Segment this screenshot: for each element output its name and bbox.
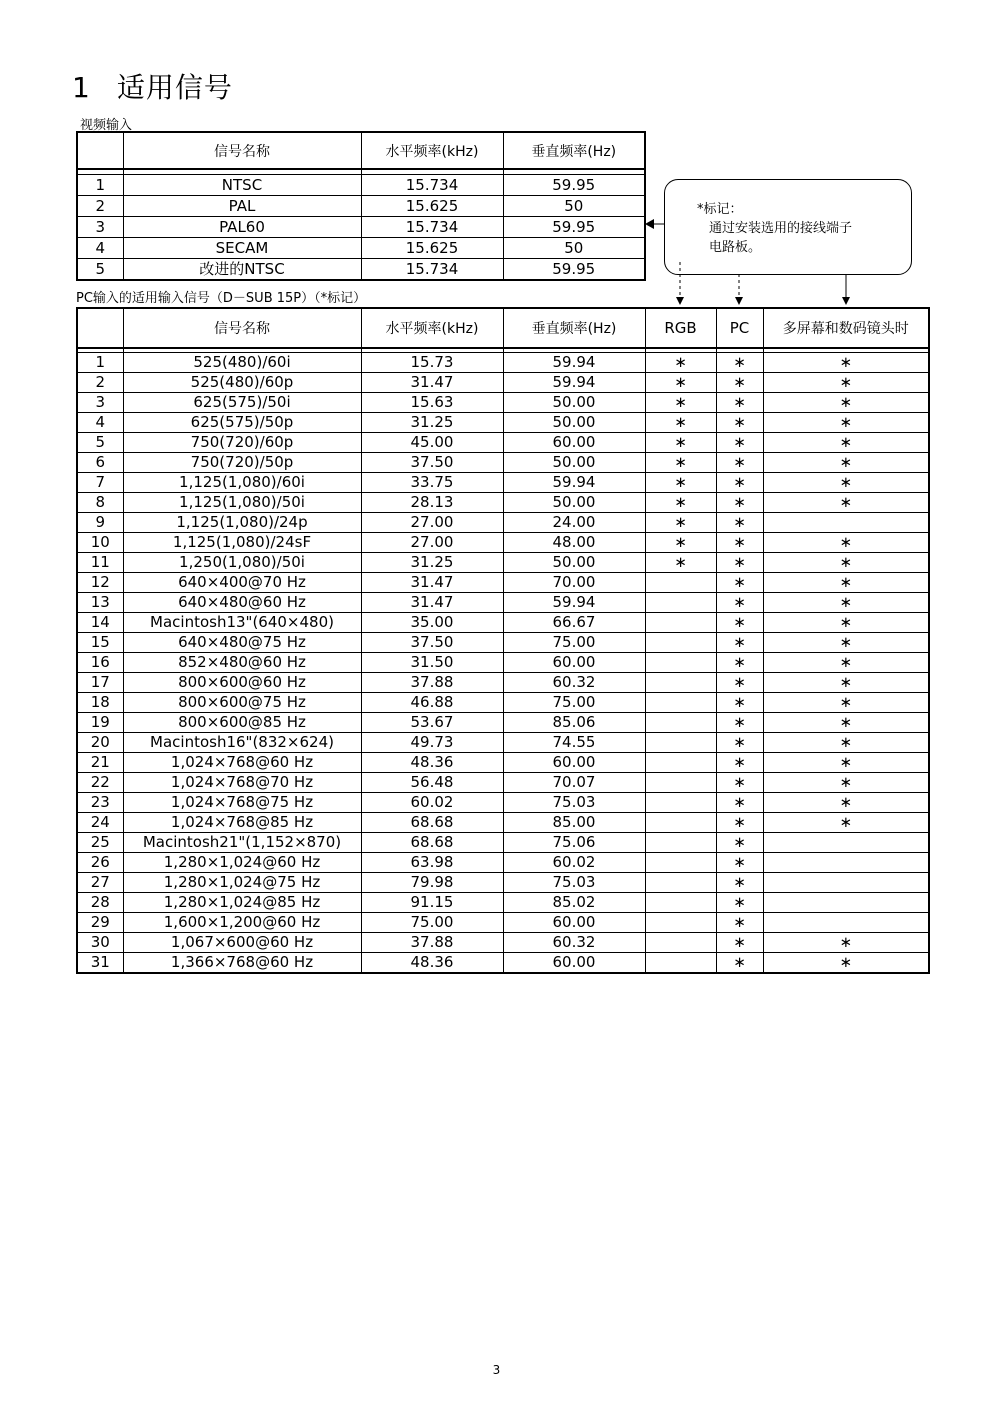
- cell-v-freq: 50.00: [503, 413, 645, 433]
- cell-multiscreen: ∗: [763, 953, 929, 974]
- cell-h-freq: 37.50: [361, 633, 503, 653]
- cell-pc: ∗: [716, 773, 763, 793]
- cell-signal-name: 852×480@60 Hz: [123, 653, 361, 673]
- cell-h-freq: 15.734: [361, 259, 503, 281]
- cell-h-freq: 15.734: [361, 175, 503, 196]
- cell-multiscreen: ∗: [763, 353, 929, 373]
- cell-signal-name: 1,125(1,080)/24sF: [123, 533, 361, 553]
- cell-v-freq: 75.06: [503, 833, 645, 853]
- cell-index: 1: [77, 175, 123, 196]
- cell-h-freq: 15.625: [361, 196, 503, 217]
- cell-index: 8: [77, 493, 123, 513]
- cell-h-freq: 15.734: [361, 217, 503, 238]
- cell-v-freq: 59.94: [503, 353, 645, 373]
- cell-rgb: [645, 773, 716, 793]
- cell-signal-name: Macintosh13"(640×480): [123, 613, 361, 633]
- cell-h-freq: 27.00: [361, 533, 503, 553]
- cell-index: 23: [77, 793, 123, 813]
- cell-pc: ∗: [716, 433, 763, 453]
- cell-signal-name: 1,125(1,080)/60i: [123, 473, 361, 493]
- cell-pc: ∗: [716, 633, 763, 653]
- cell-index: 4: [77, 238, 123, 259]
- header-signal-name: 信号名称: [123, 132, 361, 169]
- cell-v-freq: 60.02: [503, 853, 645, 873]
- table-row: [77, 653, 929, 673]
- cell-h-freq: 33.75: [361, 473, 503, 493]
- cell-signal-name: 1,125(1,080)/24p: [123, 513, 361, 533]
- header-v-freq: 垂直频率(Hz): [503, 308, 645, 348]
- cell-v-freq: 59.94: [503, 593, 645, 613]
- cell-v-freq: 48.00: [503, 533, 645, 553]
- arrow-head-pc: [735, 297, 743, 305]
- cell-multiscreen: ∗: [763, 433, 929, 453]
- cell-index: 6: [77, 453, 123, 473]
- cell-signal-name: PAL: [123, 196, 361, 217]
- cell-pc: ∗: [716, 413, 763, 433]
- table-row: [77, 413, 929, 433]
- cell-rgb: [645, 713, 716, 733]
- cell-index: 7: [77, 473, 123, 493]
- cell-index: 17: [77, 673, 123, 693]
- cell-h-freq: 31.25: [361, 553, 503, 573]
- cell-rgb: ∗: [645, 373, 716, 393]
- cell-rgb: [645, 753, 716, 773]
- cell-index: 5: [77, 433, 123, 453]
- cell-v-freq: 60.00: [503, 913, 645, 933]
- cell-multiscreen: [763, 873, 929, 893]
- table-row: [77, 353, 929, 373]
- cell-signal-name: 1,024×768@60 Hz: [123, 753, 361, 773]
- cell-index: 18: [77, 693, 123, 713]
- cell-index: 22: [77, 773, 123, 793]
- cell-signal-name: 1,024×768@75 Hz: [123, 793, 361, 813]
- cell-rgb: ∗: [645, 533, 716, 553]
- cell-pc: ∗: [716, 353, 763, 373]
- cell-v-freq: 59.95: [503, 259, 645, 281]
- table-row: [77, 893, 929, 913]
- cell-rgb: [645, 613, 716, 633]
- cell-index: 19: [77, 713, 123, 733]
- cell-signal-name: 1,600×1,200@60 Hz: [123, 913, 361, 933]
- cell-multiscreen: ∗: [763, 753, 929, 773]
- cell-v-freq: 60.00: [503, 653, 645, 673]
- cell-index: 25: [77, 833, 123, 853]
- cell-pc: ∗: [716, 453, 763, 473]
- table-row: [77, 633, 929, 653]
- cell-multiscreen: ∗: [763, 593, 929, 613]
- cell-h-freq: 28.13: [361, 493, 503, 513]
- section-title: 适用信号: [116, 71, 233, 104]
- cell-pc: ∗: [716, 673, 763, 693]
- cell-v-freq: 59.94: [503, 473, 645, 493]
- cell-pc: ∗: [716, 573, 763, 593]
- pc-input-table: [76, 307, 930, 974]
- table-row: [77, 393, 929, 413]
- cell-rgb: ∗: [645, 393, 716, 413]
- cell-h-freq: 68.68: [361, 813, 503, 833]
- cell-rgb: [645, 793, 716, 813]
- cell-pc: ∗: [716, 553, 763, 573]
- cell-pc: ∗: [716, 393, 763, 413]
- cell-rgb: ∗: [645, 453, 716, 473]
- cell-index: 3: [77, 217, 123, 238]
- table-row: [77, 853, 929, 873]
- cell-signal-name: 750(720)/60p: [123, 433, 361, 453]
- cell-rgb: ∗: [645, 513, 716, 533]
- table-row: [77, 793, 929, 813]
- cell-multiscreen: ∗: [763, 393, 929, 413]
- cell-multiscreen: ∗: [763, 413, 929, 433]
- cell-signal-name: PAL60: [123, 217, 361, 238]
- arrow-head-left: [645, 219, 654, 229]
- cell-signal-name: 800×600@75 Hz: [123, 693, 361, 713]
- cell-rgb: [645, 653, 716, 673]
- cell-index: 9: [77, 513, 123, 533]
- header-v-freq: 垂直频率(Hz): [503, 132, 645, 169]
- cell-h-freq: 60.02: [361, 793, 503, 813]
- table-row: [77, 873, 929, 893]
- cell-index: 12: [77, 573, 123, 593]
- cell-signal-name: 1,024×768@70 Hz: [123, 773, 361, 793]
- cell-signal-name: 625(575)/50p: [123, 413, 361, 433]
- cell-pc: ∗: [716, 893, 763, 913]
- table-row: [77, 453, 929, 473]
- cell-pc: ∗: [716, 713, 763, 733]
- table-row: [77, 713, 929, 733]
- cell-v-freq: 50.00: [503, 553, 645, 573]
- cell-index: 2: [77, 373, 123, 393]
- cell-signal-name: 800×600@60 Hz: [123, 673, 361, 693]
- callout-line-2: 通过安装选用的接线端子: [709, 221, 853, 236]
- cell-multiscreen: ∗: [763, 733, 929, 753]
- cell-v-freq: 59.94: [503, 373, 645, 393]
- cell-rgb: [645, 913, 716, 933]
- cell-rgb: [645, 813, 716, 833]
- cell-rgb: [645, 893, 716, 913]
- cell-v-freq: 50.00: [503, 493, 645, 513]
- cell-v-freq: 74.55: [503, 733, 645, 753]
- cell-signal-name: 1,024×768@85 Hz: [123, 813, 361, 833]
- cell-h-freq: 79.98: [361, 873, 503, 893]
- cell-pc: ∗: [716, 613, 763, 633]
- cell-signal-name: NTSC: [123, 175, 361, 196]
- cell-v-freq: 59.95: [503, 175, 645, 196]
- cell-index: 3: [77, 393, 123, 413]
- cell-h-freq: 48.36: [361, 753, 503, 773]
- cell-h-freq: 46.88: [361, 693, 503, 713]
- cell-signal-name: 1,366×768@60 Hz: [123, 953, 361, 974]
- cell-index: 5: [77, 259, 123, 281]
- cell-h-freq: 53.67: [361, 713, 503, 733]
- table-row: [77, 373, 929, 393]
- cell-index: 21: [77, 753, 123, 773]
- cell-pc: ∗: [716, 533, 763, 553]
- cell-multiscreen: [763, 853, 929, 873]
- cell-h-freq: 31.50: [361, 653, 503, 673]
- table-row: [77, 473, 929, 493]
- cell-pc: ∗: [716, 913, 763, 933]
- cell-v-freq: 59.95: [503, 217, 645, 238]
- table-row: [77, 613, 929, 633]
- cell-signal-name: 1,125(1,080)/50i: [123, 493, 361, 513]
- cell-index: 10: [77, 533, 123, 553]
- cell-pc: ∗: [716, 813, 763, 833]
- table-row: [77, 813, 929, 833]
- cell-signal-name: 640×400@70 Hz: [123, 573, 361, 593]
- cell-multiscreen: ∗: [763, 693, 929, 713]
- header-multiscreen: 多屏幕和数码镜头时: [763, 308, 929, 348]
- cell-multiscreen: ∗: [763, 713, 929, 733]
- cell-signal-name: 625(575)/50i: [123, 393, 361, 413]
- cell-multiscreen: ∗: [763, 793, 929, 813]
- cell-multiscreen: ∗: [763, 553, 929, 573]
- cell-v-freq: 60.32: [503, 673, 645, 693]
- cell-h-freq: 91.15: [361, 893, 503, 913]
- cell-pc: ∗: [716, 953, 763, 974]
- cell-rgb: [645, 833, 716, 853]
- cell-signal-name: 改进的NTSC: [123, 259, 361, 281]
- table-row: [77, 913, 929, 933]
- cell-multiscreen: ∗: [763, 673, 929, 693]
- cell-h-freq: 31.47: [361, 373, 503, 393]
- table-header-row: [77, 308, 929, 348]
- callout-line-1: *标记：: [697, 202, 743, 217]
- cell-index: 27: [77, 873, 123, 893]
- cell-pc: ∗: [716, 753, 763, 773]
- cell-multiscreen: [763, 913, 929, 933]
- cell-v-freq: 75.00: [503, 693, 645, 713]
- table-row: [77, 593, 929, 613]
- arrow-head-multiscreen: [842, 297, 850, 305]
- cell-signal-name: 800×600@85 Hz: [123, 713, 361, 733]
- cell-rgb: ∗: [645, 353, 716, 373]
- cell-v-freq: 50.00: [503, 453, 645, 473]
- cell-v-freq: 85.06: [503, 713, 645, 733]
- cell-v-freq: 24.00: [503, 513, 645, 533]
- cell-rgb: [645, 673, 716, 693]
- cell-index: 2: [77, 196, 123, 217]
- header-h-freq: 水平频率(kHz): [361, 132, 503, 169]
- cell-rgb: ∗: [645, 553, 716, 573]
- cell-signal-name: 525(480)/60p: [123, 373, 361, 393]
- cell-index: 20: [77, 733, 123, 753]
- cell-h-freq: 37.50: [361, 453, 503, 473]
- table-row: [77, 513, 929, 533]
- cell-pc: ∗: [716, 493, 763, 513]
- cell-h-freq: 56.48: [361, 773, 503, 793]
- cell-index: 15: [77, 633, 123, 653]
- table-row: [77, 533, 929, 553]
- cell-v-freq: 70.00: [503, 573, 645, 593]
- cell-pc: ∗: [716, 513, 763, 533]
- cell-h-freq: 68.68: [361, 833, 503, 853]
- cell-pc: ∗: [716, 833, 763, 853]
- cell-multiscreen: ∗: [763, 573, 929, 593]
- cell-index: 11: [77, 553, 123, 573]
- cell-h-freq: 27.00: [361, 513, 503, 533]
- cell-v-freq: 60.00: [503, 753, 645, 773]
- cell-multiscreen: [763, 513, 929, 533]
- pc-input-caption: PC输入的适用输入信号（D－SUB 15P）（*标记）: [76, 291, 367, 306]
- cell-v-freq: 75.03: [503, 793, 645, 813]
- table-row: [77, 753, 929, 773]
- cell-multiscreen: ∗: [763, 653, 929, 673]
- cell-signal-name: 1,250(1,080)/50i: [123, 553, 361, 573]
- cell-multiscreen: ∗: [763, 493, 929, 513]
- cell-rgb: [645, 933, 716, 953]
- cell-index: 16: [77, 653, 123, 673]
- cell-h-freq: 15.63: [361, 393, 503, 413]
- cell-index: 14: [77, 613, 123, 633]
- cell-signal-name: 640×480@75 Hz: [123, 633, 361, 653]
- cell-signal-name: SECAM: [123, 238, 361, 259]
- cell-v-freq: 66.67: [503, 613, 645, 633]
- cell-h-freq: 31.47: [361, 573, 503, 593]
- cell-pc: ∗: [716, 373, 763, 393]
- cell-multiscreen: ∗: [763, 613, 929, 633]
- cell-signal-name: Macintosh21"(1,152×870): [123, 833, 361, 853]
- cell-multiscreen: [763, 833, 929, 853]
- cell-signal-name: 1,280×1,024@60 Hz: [123, 853, 361, 873]
- cell-signal-name: 750(720)/50p: [123, 453, 361, 473]
- cell-v-freq: 50: [503, 238, 645, 259]
- cell-v-freq: 70.07: [503, 773, 645, 793]
- cell-rgb: [645, 853, 716, 873]
- cell-signal-name: 1,067×600@60 Hz: [123, 933, 361, 953]
- cell-index: 29: [77, 913, 123, 933]
- cell-h-freq: 37.88: [361, 673, 503, 693]
- cell-pc: ∗: [716, 853, 763, 873]
- cell-rgb: [645, 953, 716, 974]
- cell-index: 30: [77, 933, 123, 953]
- cell-rgb: [645, 873, 716, 893]
- header-signal-name: 信号名称: [123, 308, 361, 348]
- section-number: 1: [72, 71, 91, 104]
- cell-index: 13: [77, 593, 123, 613]
- cell-h-freq: 15.625: [361, 238, 503, 259]
- cell-rgb: [645, 593, 716, 613]
- cell-rgb: ∗: [645, 473, 716, 493]
- page-number: 3: [492, 1363, 501, 1377]
- cell-multiscreen: ∗: [763, 633, 929, 653]
- cell-rgb: [645, 573, 716, 593]
- arrow-head-rgb: [676, 297, 684, 305]
- cell-v-freq: 85.02: [503, 893, 645, 913]
- table-row: [77, 773, 929, 793]
- cell-v-freq: 60.32: [503, 933, 645, 953]
- cell-pc: ∗: [716, 793, 763, 813]
- table-row: [77, 733, 929, 753]
- cell-signal-name: 1,280×1,024@75 Hz: [123, 873, 361, 893]
- table-row: [77, 433, 929, 453]
- cell-rgb: ∗: [645, 413, 716, 433]
- table-row: [77, 833, 929, 853]
- cell-v-freq: 60.00: [503, 953, 645, 974]
- header-h-freq: 水平频率(kHz): [361, 308, 503, 348]
- cell-index: 4: [77, 413, 123, 433]
- cell-rgb: ∗: [645, 493, 716, 513]
- cell-v-freq: 60.00: [503, 433, 645, 453]
- table-row: [77, 673, 929, 693]
- cell-pc: ∗: [716, 733, 763, 753]
- cell-v-freq: 50: [503, 196, 645, 217]
- header-rgb: RGB: [645, 308, 716, 348]
- cell-multiscreen: ∗: [763, 533, 929, 553]
- cell-multiscreen: ∗: [763, 933, 929, 953]
- cell-multiscreen: ∗: [763, 473, 929, 493]
- cell-pc: ∗: [716, 933, 763, 953]
- cell-signal-name: 525(480)/60i: [123, 353, 361, 373]
- cell-pc: ∗: [716, 873, 763, 893]
- cell-multiscreen: ∗: [763, 453, 929, 473]
- cell-pc: ∗: [716, 593, 763, 613]
- cell-index: 28: [77, 893, 123, 913]
- table-row: [77, 933, 929, 953]
- cell-signal-name: Macintosh16"(832×624): [123, 733, 361, 753]
- cell-h-freq: 75.00: [361, 913, 503, 933]
- cell-h-freq: 31.47: [361, 593, 503, 613]
- table-row: [77, 953, 929, 974]
- cell-h-freq: 48.36: [361, 953, 503, 974]
- table-row: [77, 693, 929, 713]
- cell-pc: ∗: [716, 473, 763, 493]
- cell-v-freq: 75.00: [503, 633, 645, 653]
- header-index: [77, 308, 123, 348]
- cell-index: 26: [77, 853, 123, 873]
- cell-h-freq: 45.00: [361, 433, 503, 453]
- callout-arrows: [0, 0, 993, 320]
- cell-index: 1: [77, 353, 123, 373]
- cell-pc: ∗: [716, 653, 763, 673]
- callout-line-3: 电路板。: [709, 240, 762, 255]
- header-pc: PC: [716, 308, 763, 348]
- pc-table-body: [77, 348, 929, 973]
- cell-rgb: ∗: [645, 433, 716, 453]
- table-row: [77, 493, 929, 513]
- cell-h-freq: 31.25: [361, 413, 503, 433]
- video-input-caption: 视频输入: [80, 118, 133, 133]
- table-row: [77, 573, 929, 593]
- cell-pc: ∗: [716, 693, 763, 713]
- cell-v-freq: 50.00: [503, 393, 645, 413]
- cell-multiscreen: ∗: [763, 813, 929, 833]
- cell-rgb: [645, 633, 716, 653]
- cell-h-freq: 49.73: [361, 733, 503, 753]
- cell-h-freq: 63.98: [361, 853, 503, 873]
- cell-multiscreen: [763, 893, 929, 913]
- cell-signal-name: 1,280×1,024@85 Hz: [123, 893, 361, 913]
- cell-rgb: [645, 733, 716, 753]
- table-row: [77, 553, 929, 573]
- cell-multiscreen: ∗: [763, 373, 929, 393]
- cell-v-freq: 85.00: [503, 813, 645, 833]
- cell-h-freq: 15.73: [361, 353, 503, 373]
- cell-h-freq: 37.88: [361, 933, 503, 953]
- cell-rgb: [645, 693, 716, 713]
- cell-v-freq: 75.03: [503, 873, 645, 893]
- cell-index: 31: [77, 953, 123, 974]
- cell-multiscreen: ∗: [763, 773, 929, 793]
- cell-signal-name: 640×480@60 Hz: [123, 593, 361, 613]
- cell-h-freq: 35.00: [361, 613, 503, 633]
- cell-index: 24: [77, 813, 123, 833]
